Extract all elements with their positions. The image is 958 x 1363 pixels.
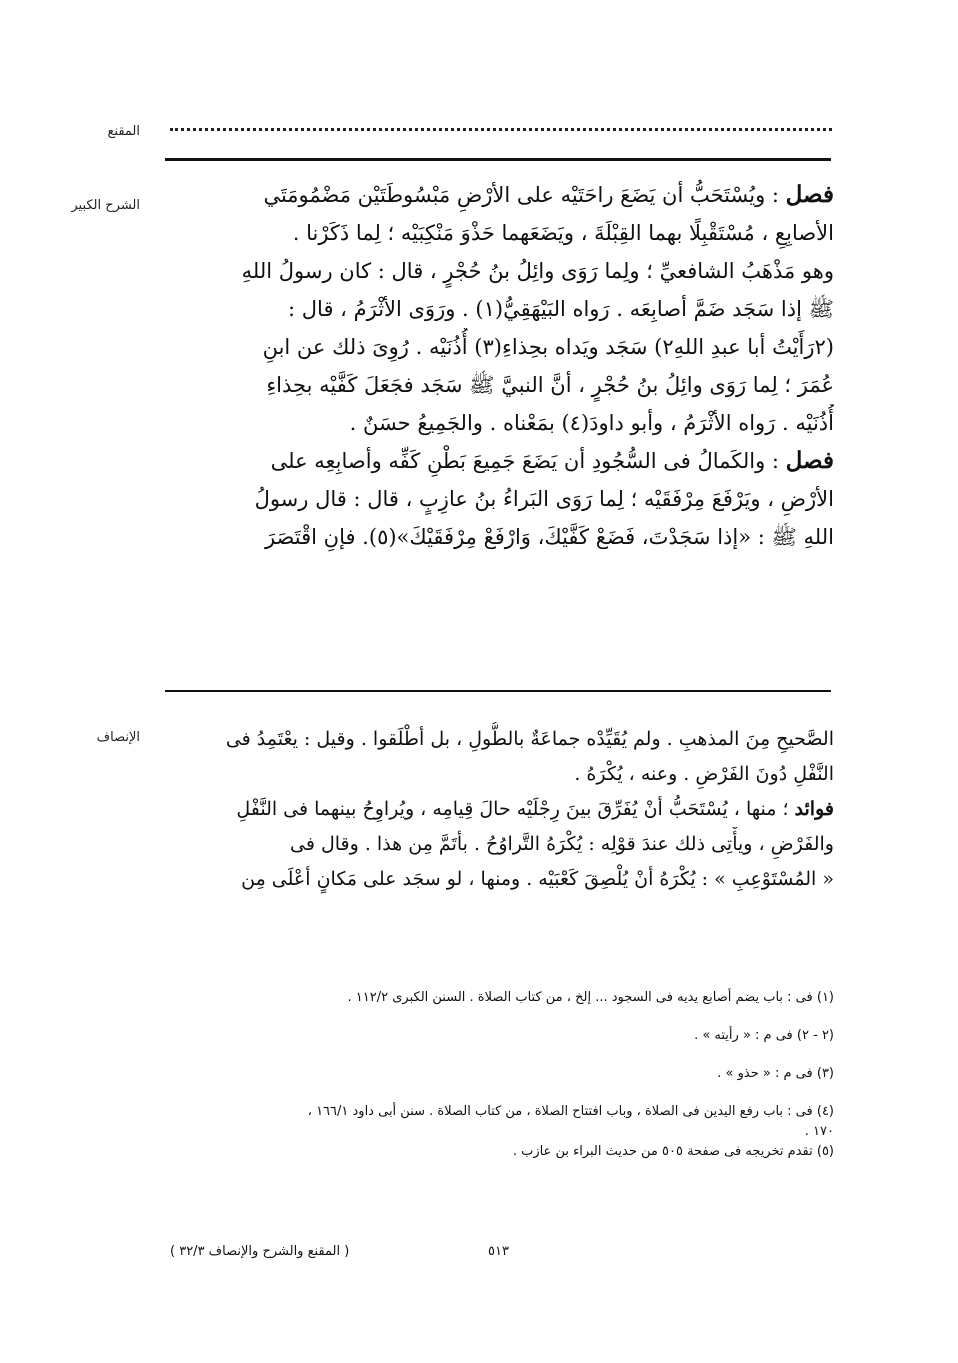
page-number: ٥١٣	[488, 1244, 509, 1259]
text-line	[160, 480, 834, 518]
text-line	[160, 722, 834, 757]
text-line	[160, 862, 834, 897]
footnotes	[160, 988, 834, 1162]
footnote: (٢ - ٢) فى م : « رأيته » .	[694, 1028, 834, 1043]
sharh-text	[160, 176, 834, 556]
section-label-sharh: الشرح الكبير	[71, 198, 140, 213]
line-text: : والكَمالُ فى السُّجُودِ أن يَضَعَ جَمِيعَ بَطْنِ كَفِّه وأصابِعِه على	[270, 449, 786, 473]
text-line	[160, 792, 834, 827]
text-line	[160, 518, 834, 556]
footnote: (٥) تقدم تخريجه فى صفحة ٥٠٥ من حديث البراء بن عازب .	[512, 1144, 834, 1159]
text-line	[160, 366, 834, 404]
line-text: اللهِ ﷺ : «إذا سَجَدْتَ، فَضَعْ كَفَّيْكَ، وَارْفَعْ مِرْفَقَيْكَ»(٥). فإنِ اقْتَصَرَ	[264, 525, 834, 549]
text-line	[160, 827, 834, 862]
section-heading: فصل	[785, 447, 834, 474]
text-line	[160, 328, 834, 366]
text-line	[160, 290, 834, 328]
footnote: (١) فى : باب يضم أصابع يديه فى السجود ... إلخ ، من كتاب الصلاة . السنن الكبرى ١١٢/٢ .	[347, 990, 834, 1005]
line-text: : ويُسْتَحَبُّ أن يَضَعَ راحَتَيْه على الأرْضِ مَبْسُوطَتَيْن مَضْمُومَتَي	[263, 183, 786, 207]
line-text: وهو مَذْهَبُ الشافعيِّ ؛ ولِما رَوَى وائِلُ بنُ حُجْرٍ ، قال : كان رسولُ اللهِ	[241, 259, 834, 283]
line-text: النَّفْلِ دُونَ الفَرْضِ . وعنه ، يُكْرَهُ .	[574, 763, 834, 785]
text-line	[160, 757, 834, 792]
line-text: عُمَرَ ؛ لِما رَوَى وائِلُ بنُ حُجْرٍ ، أنَّ النبيَّ ﷺ سَجَد فجَعَلَ كَفَّيْه بحِذاءِ	[266, 373, 834, 397]
line-text: (٢رَأَيْتُ أبا عبدِ اللهِ٢) سَجَد ويَداه بحِذاءِ(٣) أُذُنَيْه . رُوِىَ ذلك عن ابنِ	[262, 335, 834, 359]
line-text: ﷺ إذا سَجَد ضَمَّ أصابِعَه . رَواه البَيْهَقِيُّ(١) . ورَوَى الأثْرَمُ ، قال :	[288, 297, 834, 321]
line-text: الأصابِعِ ، مُسْتَقْبِلًا بهما القِبْلَةَ ، ويَضَعَهما حَذْوَ مَنْكِبَيْه ؛ لِما ذَكَرْنا .	[292, 221, 834, 245]
text-line	[160, 214, 834, 252]
footnote: (٣) فى م : « حذو » .	[717, 1066, 834, 1081]
line-text: « المُسْتَوْعِبِ » : يُكْرَهُ أنْ يُلْصِقَ كَعْبَيْه . ومنها ، لو سجَد على مَكانٍ أعْلَى مِن	[241, 868, 834, 890]
section-divider	[165, 690, 831, 692]
section-label-insaf: الإنصاف	[96, 730, 140, 745]
section-heading: فصل	[785, 181, 834, 208]
text-line	[160, 404, 834, 442]
line-text: الصَّحيحِ مِنَ المذهبِ . ولم يُقَيِّدْه جماعَةٌ بالطُّولِ ، بل أطْلَقوا . وقيل : يعْتَمِدُ فى	[225, 728, 834, 750]
text-line	[160, 252, 834, 290]
footnote: ١٧٠ .	[804, 1124, 834, 1139]
insaf-text	[160, 722, 834, 897]
book-label: المقنع	[107, 124, 140, 139]
header-dotted-rule	[170, 128, 832, 131]
line-text: والفَرْضِ ، ويأْتِى ذلك عندَ قوْلِه : يُكْرَهُ التَّراوُحُ . بأتَمَّ مِن هذا . وقال فى	[290, 833, 834, 855]
text-line	[160, 176, 834, 214]
volume-reference: ( المقنع والشرح والإنصاف ٣٢/٣ )	[170, 1244, 350, 1259]
header-rule	[165, 158, 831, 161]
line-text: ؛ منها ، يُسْتَحَبُّ أنْ يُفَرِّقَ بينَ رِجْلَيْه حالَ قِيامِه ، ويُراوِحُ بينهما فى النَّفْلِ	[236, 798, 795, 820]
footnote: (٤) فى : باب رفع اليدين فى الصلاة ، وباب افتتاح الصلاة ، من كتاب الصلاة . سنن أبى داود ١٦٦/١ ،	[307, 1104, 834, 1119]
section-heading: فوائد	[794, 798, 834, 820]
line-text: الأرْضِ ، ويَرْفَعَ مِرْفَقَيْه ؛ لِما رَوَى البَراءُ بنُ عازِبٍ ، قال : قال رسولُ	[254, 487, 834, 511]
line-text: أُذُنَيْه . رَواه الأثْرَمُ ، وأبو داودَ(٤) بمَعْناه . والجَمِيعُ حسَنٌ .	[349, 411, 834, 435]
text-line	[160, 442, 834, 480]
